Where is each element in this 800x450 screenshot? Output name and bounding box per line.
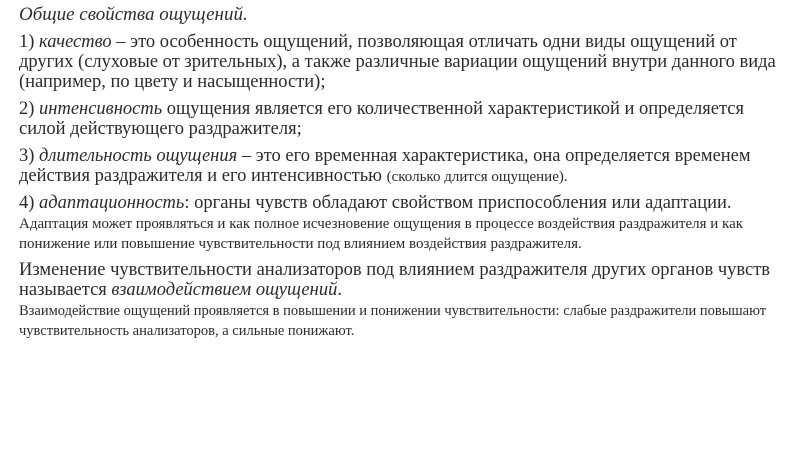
paragraph-text: : органы чувств обладают свойством приспособления или адаптации. (184, 193, 732, 213)
paragraph-text: ощущения является его количественной характеристикой и определяется силой действующего раздражителя; (19, 99, 744, 139)
paragraph-interaction (19, 260, 789, 340)
paragraph-dot: . (337, 280, 342, 300)
term-quality: качество (39, 32, 112, 52)
paragraph-note: Адаптация может проявляться и как полное исчезновение ощущения в процессе воздействия раздражителя и как понижение или повышение чувствительности под влиянием воздействия раздражителя. (19, 216, 744, 252)
paragraph-number: 4) (19, 193, 40, 213)
term-duration: длительность ощущения (39, 146, 238, 166)
paragraph-text: – это его временная характеристика, она определяется временем действия раздражителя и его интенсивностью (19, 146, 751, 186)
term-intensity: интенсивность (39, 99, 163, 119)
paragraph-text: – это особенность ощущений, позволяющая отличать одни виды ощущений от других (слуховые от зрительных), а также различные вариации ощущений внутри данного вида (например, по цвету и насыщенности); (19, 32, 776, 92)
paragraph-note: Взаимодействие ощущений проявляется в повышении и понижении чувствительности: слабые раздражители повышают чувствительность анализаторов, а сильные понижают. (19, 303, 767, 339)
paragraph-text: Изменение чувствительности анализаторов под влиянием раздражителя других органов чувств называется (19, 260, 771, 300)
term-interaction: взаимодействием ощущений (111, 280, 338, 300)
paragraph-number: 3) (19, 146, 40, 166)
paragraph-note: (сколько длится ощущение). (386, 169, 568, 185)
paragraph-quality (19, 32, 789, 92)
term-adaptation: адаптационность (39, 193, 185, 213)
paragraph-number: 2) (19, 99, 40, 119)
paragraph-duration (19, 146, 789, 186)
slide-content (19, 4, 789, 340)
paragraph-intensity (19, 99, 789, 139)
slide-title: Общие свойства ощущений. (19, 4, 248, 25)
paragraph-number: 1) (19, 32, 40, 52)
paragraph-adaptation (19, 193, 789, 253)
